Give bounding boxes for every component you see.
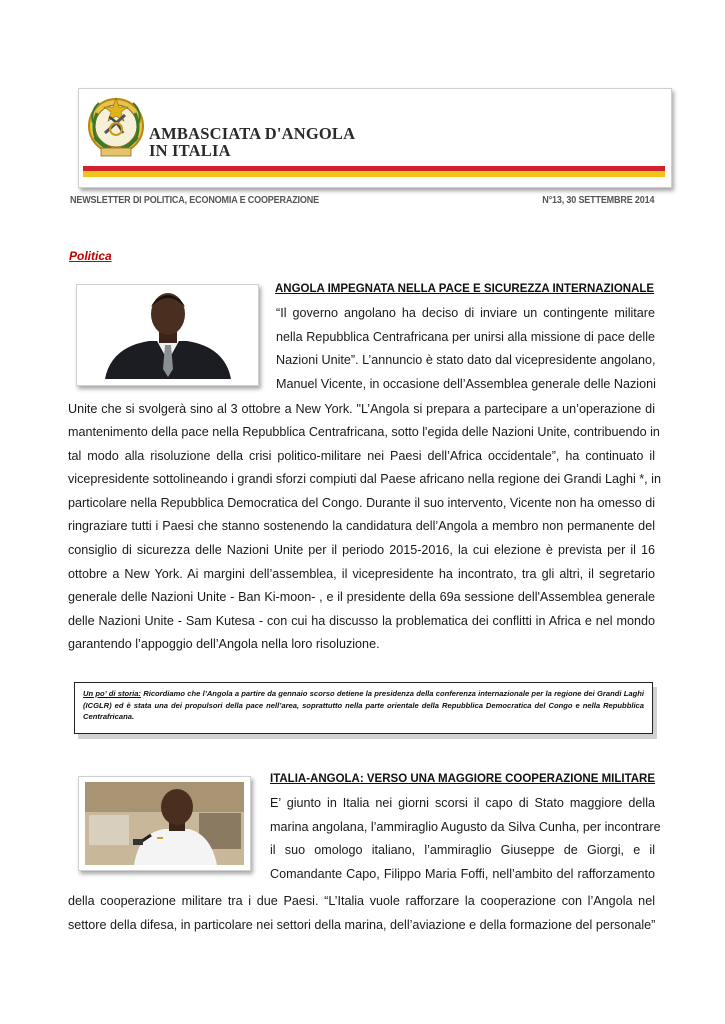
embassy-title-line2: IN ITALIA bbox=[149, 141, 231, 160]
article1-line: Unite che si svolgerà sino al 3 ottobre a New York. "L’Angola si prepara a partecipare a un’operazione di bbox=[68, 401, 655, 416]
history-box bbox=[74, 682, 653, 734]
article1-line: ottobre a New York. Ai margini dell’assemblea, il vicepresidente ha incontrato, tra gli altri, il segretario bbox=[68, 566, 655, 581]
article1-line: consiglio di sicurezza delle Nazioni Unite per il periodo 2015-2016, la cui elezione è prevista per il 16 bbox=[68, 543, 655, 558]
article2-line: settore della difesa, in particolare nei settori della marina, dell’aviazione e della formazione del personale” bbox=[68, 917, 656, 932]
article1-line: mantenimento della pace nella Repubblica Centrafricana, sotto l'egida delle Nazioni Unite, contribuendo in bbox=[68, 425, 660, 440]
article2-body bbox=[68, 890, 655, 937]
history-content: Ricordiamo che l’Angola a partire da gennaio scorso detiene la presidenza della conferenza internazionale per la regione dei Grandi Laghi (ICGLR) ed è stata una dei propulsori della pace nell’area, soprattutto nella parte orientale della Repubblica Democratica del Congo e nella Repubblica Centrafricana. bbox=[83, 689, 644, 721]
history-text bbox=[83, 688, 644, 723]
article1-line: ringraziare tutti i Paesi che stanno sostenendo la candidatura dell’Angola a membro non permanente del bbox=[68, 519, 655, 534]
article2-line: marina angolana, l’ammiraglio Augusto da Silva Cunha, per incontrare bbox=[270, 819, 661, 834]
section-label-politica: Politica bbox=[69, 249, 112, 263]
article1-body bbox=[68, 398, 661, 658]
issue-date: N°13, 30 SETTEMBRE 2014 bbox=[541, 194, 654, 206]
article2-line: della cooperazione militare tra i due Paesi. “L’Italia vuole rafforzare la cooperazione con l’Angola nel bbox=[68, 894, 655, 908]
article1-line: Nazioni Unite”. L’annuncio è stato dato dal vicepresidente angolano, bbox=[276, 353, 656, 368]
article2-title: ITALIA-ANGOLA: VERSO UNA MAGGIORE COOPERAZIONE MILITARE bbox=[270, 773, 656, 785]
header-stripe-yellow bbox=[83, 171, 665, 177]
photo-admiral bbox=[78, 776, 251, 871]
article2-line: Comandante Capo, Filippo Maria Foffi, nell’ambito del rafforzamento bbox=[270, 866, 655, 881]
article1-line: generale delle Nazioni Unite - Ban Ki-moon- , e il presidente della 69a sessione dell'Assemblea generale bbox=[68, 590, 655, 605]
article1-line: garantendo l’appoggio dell’Angola nella loro risoluzione. bbox=[68, 637, 380, 652]
article1-line: tal modo alla risoluzione della crisi politico-militare nei Paesi dell’Africa occidentale”, ha continuato il bbox=[68, 448, 655, 463]
article2-intro bbox=[270, 792, 661, 886]
newsletter-subtitle: NEWSLETTER DI POLITICA, ECONOMIA E COOPERAZIONE bbox=[70, 194, 319, 206]
angola-emblem-icon bbox=[85, 93, 147, 163]
article1-line: nella Repubblica Centrafricana per unirsi alla missione di pace delle bbox=[276, 329, 655, 344]
article1-intro bbox=[276, 302, 655, 396]
admiral-photo-image bbox=[79, 777, 250, 870]
article1-title: ANGOLA IMPEGNATA NELLA PACE E SICUREZZA INTERNAZIONALE bbox=[275, 283, 655, 295]
article2-line: E’ giunto in Italia nei giorni scorsi il capo di Stato maggiore della bbox=[270, 796, 655, 810]
embassy-title-line1: AMBASCIATA D'ANGOLA bbox=[149, 124, 356, 143]
article2-line: il suo omologo italiano, l’ammiraglio Giuseppe de Giorgi, e il bbox=[270, 843, 655, 858]
article1-line: delle Nazioni Unite - Sam Kutesa - con cui ha discusso la problematica dei conflitti in Africa e nel mondo bbox=[68, 613, 655, 628]
article1-line: Manuel Vicente, in occasione dell’Assemblea generale delle Nazioni bbox=[276, 376, 656, 391]
article1-line: vicepresidente sottolineando i grandi sforzi compiuti dal Paese africano nella regione dei Grandi Laghi *, in bbox=[68, 472, 661, 487]
article1-line: “Il governo angolano ha deciso di inviare un contingente militare bbox=[276, 306, 655, 320]
photo-vicepresident bbox=[76, 284, 259, 386]
history-label: Un po’ di storia: bbox=[83, 689, 141, 698]
embassy-title bbox=[149, 125, 355, 159]
header-banner bbox=[78, 88, 672, 188]
article1-line: particolare nella Repubblica Democratica del Congo. Durante il suo intervento, Vicente non ha omesso di bbox=[68, 495, 655, 510]
portrait-image bbox=[77, 285, 258, 385]
